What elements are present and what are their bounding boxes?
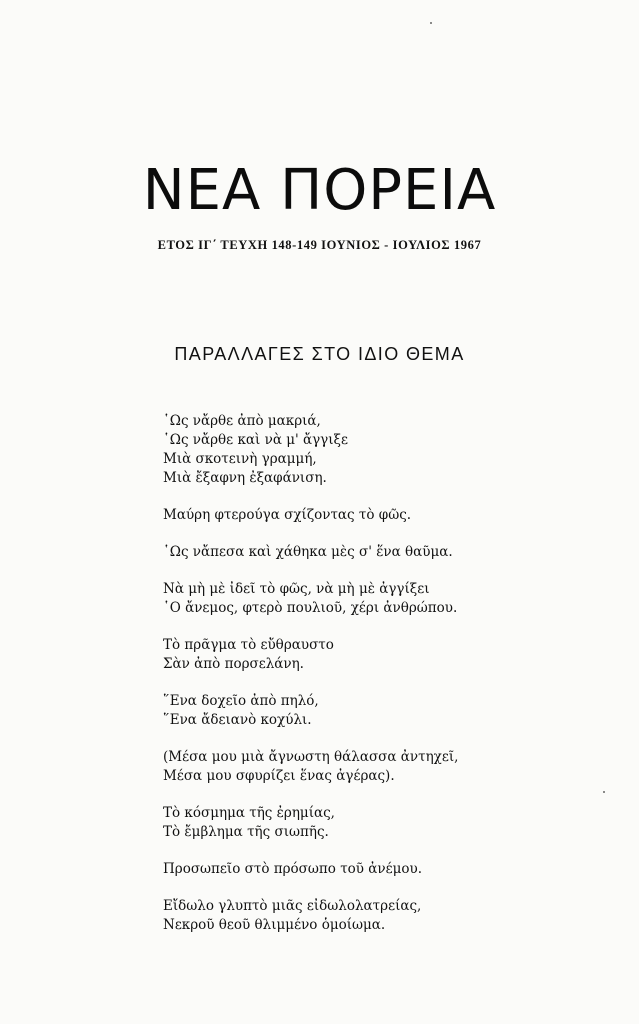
poem-line: Μιὰ ἔξαφνη ἐξαφάνιση. — [163, 470, 327, 486]
poem-title: ΠΑΡΑΛΛΑΓΕΣ ΣΤΟ ΙΔΙΟ ΘΕΜΑ — [174, 344, 465, 364]
poem-line: ῾Ως νἄρθε ἀπὸ μακριά, — [163, 413, 321, 429]
poem-line: ῾Ως νἄπεσα καὶ χάθηκα μὲς σ' ἕνα θαῦμα. — [163, 544, 453, 560]
stanza — [163, 748, 603, 786]
stanza — [163, 412, 603, 488]
stanza — [163, 692, 603, 730]
scan-speck — [603, 791, 605, 793]
poem-line: Τὸ ἔμβλημα τῆς σιωπῆς. — [163, 824, 329, 840]
poem-line: Σὰν ἀπὸ πορσελάνη. — [163, 656, 304, 672]
poem-line: Μέσα μου σφυρίζει ἕνας ἀγέρας). — [163, 768, 395, 784]
poem-line: ῾Ο ἄνεμος, φτερὸ πουλιοῦ, χέρι ἀνθρώπου. — [163, 600, 458, 616]
poem-line: ῞Ενα ἄδειανὸ κοχύλι. — [163, 712, 312, 728]
poem-line: Προσωπεῖο στὸ πρόσωπο τοῦ ἀνέμου. — [163, 861, 423, 877]
stanza — [163, 506, 603, 525]
poem-line: Νὰ μὴ μὲ ἰδεῖ τὸ φῶς, νὰ μὴ μὲ ἀγγίξει — [163, 581, 430, 597]
stanza — [163, 860, 603, 879]
poem-line: Τὸ κόσμημα τῆς ἐρημίας, — [163, 805, 335, 821]
issue-line: ΕΤΟΣ ΙΓ΄ ΤΕΥΧΗ 148-149 ΙΟΥΝΙΟΣ - ΙΟΥΛΙΟΣ 1967 — [157, 238, 482, 252]
poem-line: (Μέσα μου μιὰ ἄγνωστη θάλασσα ἀντηχεῖ, — [163, 749, 459, 765]
stanza — [163, 543, 603, 562]
scan-speck — [430, 22, 432, 24]
journal-masthead: ΝΕΑ ΠΟΡΕΙΑ — [142, 158, 497, 223]
poem-line: ῾Ως νἄρθε καὶ νὰ μ' ἄγγιξε — [163, 432, 348, 448]
poem-line: Μιὰ σκοτεινὴ γραμμή, — [163, 451, 317, 467]
stanza — [163, 804, 603, 842]
poem-line: Νεκροῦ θεοῦ θλιμμένο ὁμοίωμα. — [163, 917, 386, 933]
poem-line: ῞Ενα δοχεῖο ἀπὸ πηλό, — [163, 693, 319, 709]
stanza — [163, 580, 603, 618]
stanza — [163, 636, 603, 674]
poem-body — [163, 412, 603, 953]
poem-line: Μαύρη φτερούγα σχίζοντας τὸ φῶς. — [163, 507, 412, 523]
poem-line: Τὸ πρᾶγμα τὸ εὔθραυστο — [163, 637, 334, 653]
poem-line: Εἴδωλο γλυπτὸ μιᾶς εἰδωλολατρείας, — [163, 898, 422, 914]
stanza — [163, 897, 603, 935]
